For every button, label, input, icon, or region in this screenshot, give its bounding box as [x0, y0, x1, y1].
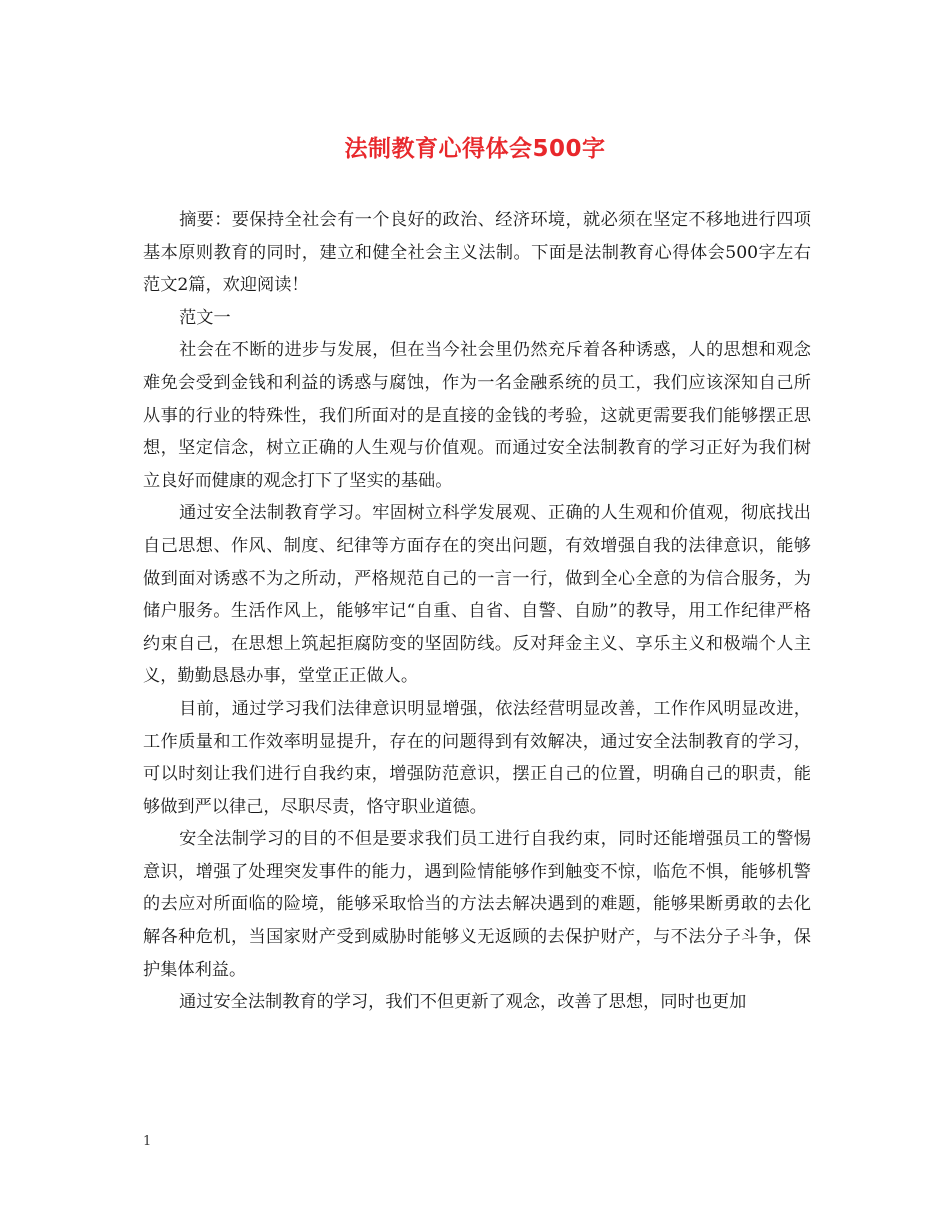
- page-number: 1: [143, 1134, 152, 1149]
- paragraph: 社会在不断的进步与发展，但在当今社会里仍然充斥着各种诱惑，人的思想和观念难免会受到金钱和利益的诱惑与腐蚀，作为一名金融系统的员工，我们应该深知自己所从事的行业的特殊性，我们所面对的是直接的金钱的考验，这就更需要我们能够摆正思想，坚定信念，树立正确的人生观与价值观。而通过安全法制教育的学习正好为我们树立良好而健康的观念打下了坚实的基础。: [143, 340, 811, 491]
- paragraph: 通过安全法制教育学习。牢固树立科学发展观、正确的人生观和价值观，彻底找出自己思想、作风、制度、纪律等方面存在的突出问题，有效增强自我的法律意识，能够做到面对诱惑不为之所动，严格规范自己的一言一行，做到全心全意的为信合服务，为储户服务。生活作风上，能够牢记“自重、自省、自警、自励”的教导，用工作纪律严格约束自己，在思想上筑起拒腐防变的坚固防线。反对拜金主义、享乐主义和极端个人主义，勤勤恳恳办事，堂堂正正做人。: [143, 503, 811, 687]
- paragraph-abstract: 摘要：要保持全社会有一个良好的政治、经济环境，就必须在坚定不移地进行四项基本原则教育的同时，建立和健全社会主义法制。下面是法制教育心得体会500字左右范文2篇，欢迎阅读！: [143, 210, 811, 296]
- paragraph: 安全法制学习的目的不但是要求我们员工进行自我约束，同时还能增强员工的警惕意识，增强了处理突发事件的能力，遇到险情能够作到触变不惊，临危不惧，能够机警的去应对所面临的险境，能够采取恰当的方法去解决遇到的难题，能够果断勇敢的去化解各种危机，当国家财产受到威胁时能够义无返顾的去保护财产，与不法分子斗争，保护集体利益。: [143, 829, 811, 980]
- paragraph: 目前，通过学习我们法律意识明显增强，依法经营明显改善，工作作风明显改进，工作质量和工作效率明显提升，存在的问题得到有效解决，通过安全法制教育的学习，可以时刻让我们进行自我约束，增强防范意识，摆正自己的位置，明确自己的职责，能够做到严以律己，尽职尽责，恪守职业道德。: [143, 698, 811, 817]
- document-title: 法制教育心得体会500字: [344, 136, 606, 162]
- paragraph: 通过安全法制教育的学习，我们不但更新了观念，改善了思想，同时也更加: [179, 992, 747, 1013]
- document-body: [143, 204, 811, 1019]
- paragraph-section-heading: 范文一: [179, 307, 231, 328]
